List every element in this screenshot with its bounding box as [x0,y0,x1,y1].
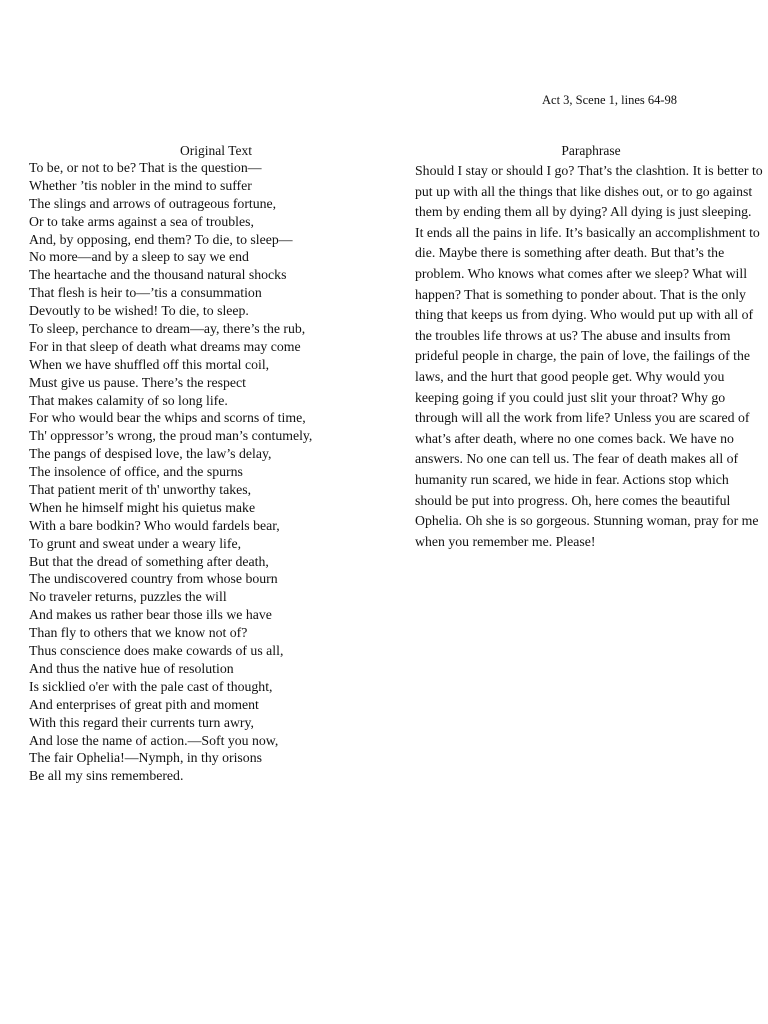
verse-line: Or to take arms against a sea of troubles, [29,213,254,229]
verse-line: The pangs of despised love, the law’s delay, [29,446,272,462]
original-text-column [29,142,374,785]
verse-line: The insolence of office, and the spurns [29,464,243,480]
verse-line: For who would bear the whips and scorns of time, [29,410,306,426]
verse-line: Devoutly to be wished! To die, to sleep. [29,303,249,319]
verse-line: And, by opposing, end them? To die, to sleep— [29,231,293,247]
paraphrase-heading: Paraphrase [561,143,621,158]
verse-line: Must give us pause. There’s the respect [29,374,246,390]
verse-line: Is sicklied o'er with the pale cast of thought, [29,678,273,694]
verse-line: Be all my sins remembered. [29,768,184,784]
verse-line: And thus the native hue of resolution [29,660,234,676]
verse-line: To grunt and sweat under a weary life, [29,535,242,551]
verse-line: The fair Ophelia!—Nymph, in thy orisons [29,750,262,766]
verse-line: When we have shuffled off this mortal coil, [29,356,270,372]
verse-line: The slings and arrows of outrageous fortune, [29,195,277,211]
verse-line: That makes calamity of so long life. [29,392,228,408]
verse-line: But that the dread of something after death, [29,553,269,569]
original-text-heading: Original Text [180,143,252,158]
verse-line: To be, or not to be? That is the question— [29,160,262,175]
paraphrase-body: Should I stay or should I go? That’s the clashtion. It is better to put up with all the things that like dishes out, or to go against them by ending them all by dying? All dying is just sleeping. It ends all the pains in life. It’s basically an accomplishment to die. Maybe there is something after death. But that’s the problem. Who knows what comes after we sleep? What will happen? That is something to ponder about. That is the only thing that keeps us from dying. Who would put up with all of the troubles life throws at us? The abuse and insults from prideful people in charge, the pain of love, the failings of the laws, and the hurt that good people get. Why would you keeping going if you could just slit your throat? Why go through will all the work from life? Unless you are scared of what’s after death, where no one comes back. We have no answers. No one can tell us. The fear of death makes all of humanity run scared, we hide in fear. Actions stop which should be put into progress. Oh, here comes the beautiful Ophelia. Oh she is so gorgeous. Stunning woman, pray for me when you remember me. Please! [415,163,763,549]
verse-line: When he himself might his quietus make [29,499,256,515]
verse-line: That flesh is heir to—’tis a consummation [29,285,262,301]
verse-line: With a bare bodkin? Who would fardels bear, [29,517,280,533]
verse-line: That patient merit of th' unworthy takes, [29,482,252,498]
verse-line: No traveler returns, puzzles the will [29,589,227,605]
verse-line: And enterprises of great pith and moment [29,696,259,712]
verse-line: The heartache and the thousand natural shocks [29,267,287,283]
original-text-lines [29,159,374,785]
verse-line: With this regard their currents turn awry, [29,714,254,730]
verse-line: To sleep, perchance to dream—ay, there’s the rub, [29,321,306,337]
verse-line: Th' oppressor’s wrong, the proud man’s contumely, [29,428,313,444]
verse-line: For in that sleep of death what dreams may come [29,338,301,354]
verse-line: Thus conscience does make cowards of us all, [29,643,284,659]
verse-line: Than fly to others that we know not of? [29,625,248,641]
paraphrase-column [415,142,763,552]
verse-line: Whether ’tis nobler in the mind to suffer [29,177,252,193]
verse-line: And makes us rather bear those ills we have [29,607,272,623]
verse-line: The undiscovered country from whose bourn [29,571,278,587]
scene-reference: Act 3, Scene 1, lines 64-98 [542,93,678,107]
verse-line: And lose the name of action.—Soft you now, [29,732,279,748]
verse-line: No more—and by a sleep to say we end [29,249,249,265]
